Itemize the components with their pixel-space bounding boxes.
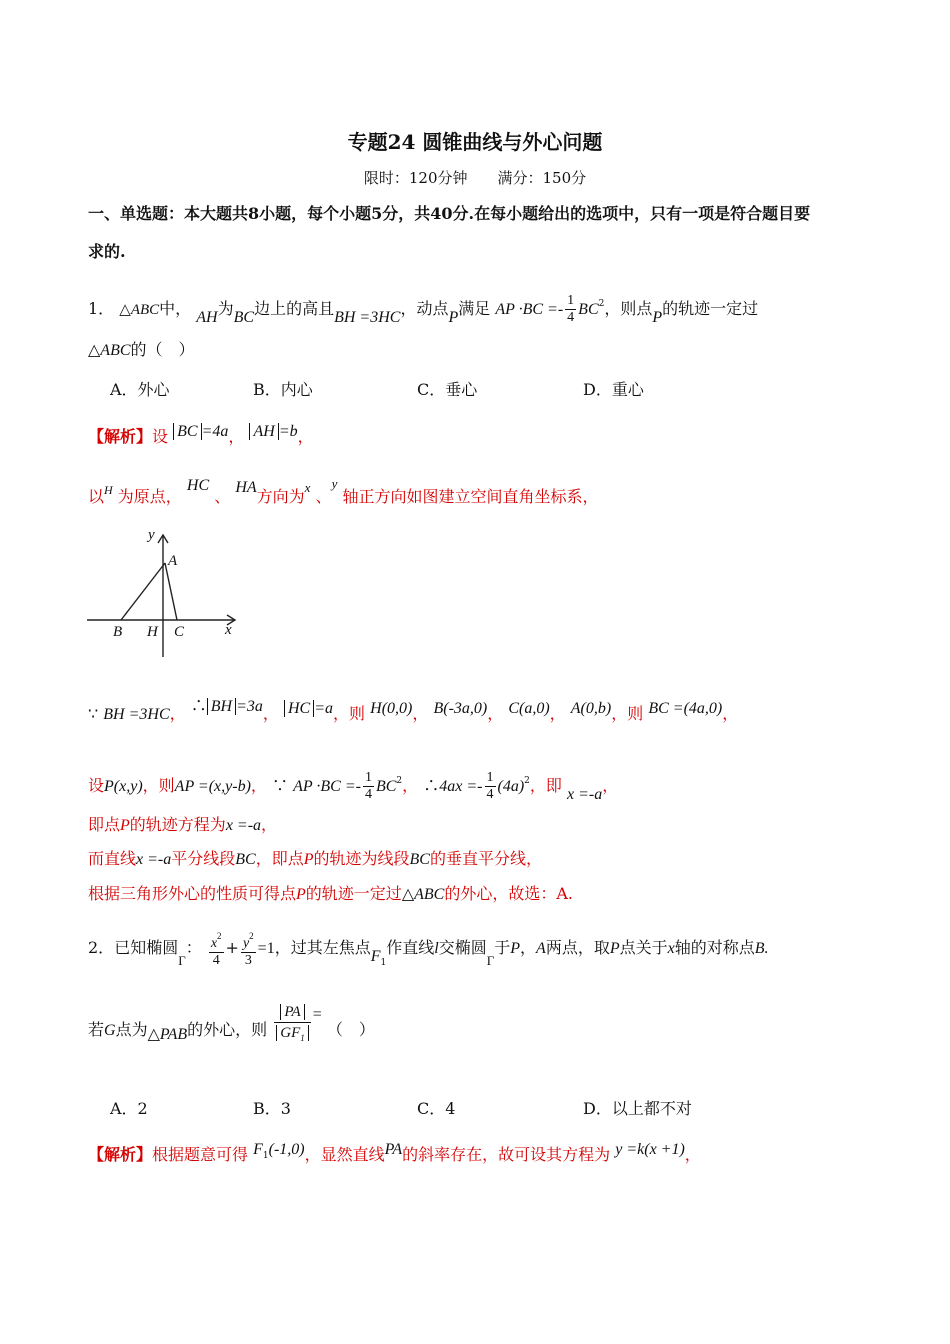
- q1-stem-line2: △ABC的（ ）: [88, 340, 195, 359]
- label-a: A: [168, 553, 178, 569]
- q1-solution-line6: 而直线x =-a平分线段BC，即点P的轨迹为线段BC的垂直平分线，: [88, 849, 542, 868]
- q1-option-c[interactable]: C．垂心: [417, 380, 478, 399]
- q2-option-a[interactable]: A．2: [110, 1099, 148, 1118]
- label-h: H: [147, 624, 158, 640]
- q2-option-b[interactable]: B．3: [253, 1099, 291, 1118]
- q1-number: 1．: [88, 299, 115, 318]
- label-c: C: [174, 624, 185, 640]
- section-heading-line1: 一、单选题：本大题共8小题，每个小题5分，共40分.在每小题给出的选项中，只有一项是符合题目要: [88, 204, 811, 223]
- q2-option-c[interactable]: C．4: [417, 1099, 456, 1118]
- q1-stem-line1: 1． △ABC中， AH为BC边上的高且BH =3HC，动点P满足 AP ·BC =- $\frac{1}{4}$ $BC^2$，则点P的轨迹一定过: [88, 293, 759, 326]
- label-x: x: [225, 622, 232, 638]
- label-y: y: [148, 527, 155, 543]
- q1-solution-line2: 以$^H$ 为原点， HC 、 HA方向为$^x$ 、$^y$ 轴正方向如图建立空间直角坐标系，: [88, 476, 599, 506]
- q1-solution-line4: 设P(x,y)，则AP =(x,y-b)， ∵ AP ·BC =- $\frac{1}{4}$ $BC^2$， ∴4ax =- $\frac{1}{4}$ $(4a)^2$，即 x =-a，: [88, 770, 619, 803]
- q2-number: 2．: [88, 938, 115, 957]
- q2-solution-line1: 【解析】根据题意可得 $F_1(-1,0)$，显然直线PA的斜率存在，故可设其方程为 y =k(x +1)，: [88, 1141, 701, 1164]
- q2-ratio-fraction: $\frac{PA}{GF_1}$: [274, 1002, 311, 1048]
- q1-fraction: $\frac{1}{4}$: [567, 293, 575, 325]
- q1-option-b[interactable]: B．内心: [253, 380, 313, 399]
- segment-ac: [165, 563, 177, 620]
- q1-solution-line5: 即点P的轨迹方程为x =-a，: [88, 815, 278, 834]
- section-heading-line2: 求的.: [88, 242, 126, 261]
- q1-solution-line1: 【解析】设 BC =4a， AH =b，: [88, 423, 314, 446]
- label-b: B: [113, 624, 123, 640]
- q2-stem-line2: 若G点为△PAB的外心，则 $\frac{PA}{GF_1}$ = （ ）: [88, 1006, 375, 1055]
- q1-point-p: P: [448, 309, 459, 326]
- q1-bc: BC: [233, 309, 255, 326]
- solution-tag: 【解析】: [88, 1145, 153, 1164]
- q1-condition: BH =3HC: [334, 309, 401, 326]
- q1-dot-product: AP ·BC =-: [495, 301, 564, 318]
- q1-ah: AH: [196, 309, 218, 326]
- q1-option-d[interactable]: D．重心: [583, 380, 644, 399]
- time-score-meta: 限时：120分钟 满分：150分: [363, 169, 587, 187]
- page-title: 专题24 圆锥曲线与外心问题: [347, 130, 603, 154]
- q1-triangle: △ABC: [119, 302, 160, 318]
- q2-option-d[interactable]: D．以上都不对: [583, 1099, 692, 1118]
- q2-stem-line1: 2．已知椭圆$_\Gamma$： $\frac{x^2}{4}$ + $\frac{y^2}{3}$ =1，过其左焦点$F_1$作直线l交椭圆$_\Gamma$于P，A两点，取P点关于x轴的对称点B.: [88, 928, 769, 971]
- q1-option-a[interactable]: A．外心: [110, 380, 170, 399]
- segment-ba: [121, 563, 165, 620]
- q1-solution-line3: ∵ BH =3HC， ∴ BH =3a， HC =a，则 H(0,0)， B(-3a,0)， C(a,0)， A(0,b)，则 BC =(4a,0)，: [88, 696, 739, 723]
- solution-tag: 【解析】: [88, 427, 153, 446]
- q1-solution-line7: 根据三角形外心的性质可得点P的轨迹一定过△ABC的外心，故选：A.: [88, 884, 573, 903]
- q1-coordinate-figure: [85, 525, 245, 660]
